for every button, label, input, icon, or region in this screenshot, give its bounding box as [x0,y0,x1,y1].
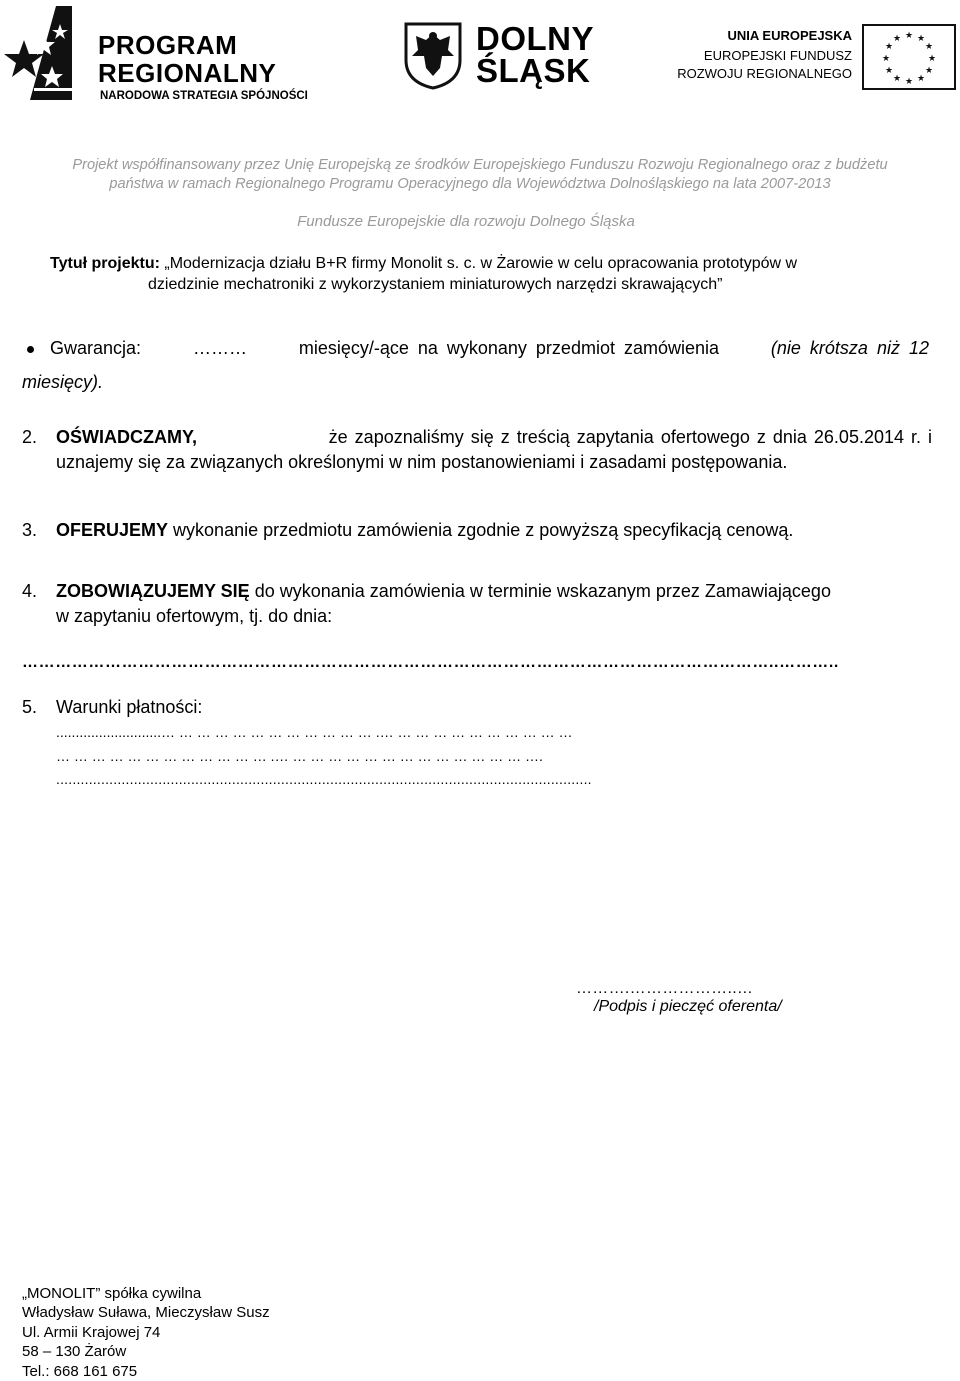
program-logo-line2: REGIONALNY [98,58,277,88]
warranty-line [50,338,929,359]
item-2-line1 [56,427,932,448]
svg-text:★: ★ [884,66,894,76]
svg-text:★: ★ [881,54,891,64]
svg-text:★: ★ [904,77,914,87]
svg-text:★: ★ [916,74,926,84]
svg-text:★: ★ [892,74,902,84]
footer-phone: Tel.: 668 161 675 [22,1362,138,1380]
payment-dots-2: … … … … … … … … … … … … .… … … … … … … … … … … … … … …. [56,748,543,764]
item-3-number: 3. [22,520,38,540]
program-regionalny-logo [4,4,334,104]
bullet-icon [27,346,34,353]
svg-text:★: ★ [924,42,934,52]
eu-logo [677,24,960,94]
eu-logo-line2: EUROPEJSKI FUNDUSZ [703,48,852,63]
dolny-slask-line1: DOLNY [476,20,594,57]
company-footer [22,1284,270,1381]
item-5-number: 5. [22,697,38,717]
warranty-dots: ……… [192,338,247,358]
item-2-number: 2. [22,427,38,447]
project-title-label: Tytuł projektu: [50,255,160,272]
funding-slogan: Fundusze Europejskie dla rozwoju Dolnego Śląska [297,213,635,230]
warranty-note-end: miesięcy). [22,372,104,392]
warranty-label: Gwarancja: [50,338,142,358]
item-4-bold: ZOBOWIĄZUJEMY SIĘ [56,581,250,601]
signature-dots: ……….………………..… [576,980,754,997]
warranty-text: miesięcy/-ące na wykonany przedmiot zamówienia [298,338,720,358]
item-5-label: Warunki płatności: [56,697,203,717]
item-4-number: 4. [22,581,38,601]
project-title-line2: dziedzinie mechatroniki z wykorzystaniem miniaturowych narzędzi skrawających” [148,276,723,293]
svg-text:★: ★ [884,42,894,52]
eu-flag-icon [862,24,956,90]
program-logo-line3: NARODOWA STRATEGIA SPÓJNOŚCI [100,90,308,102]
footer-owners: Władysław Suława, Mieczysław Susz [22,1304,270,1322]
deadline-dots: ………………………………………………………………………………………………………………………..……….. [22,654,839,671]
item-2-bold: OŚWIADCZAMY, [56,427,197,447]
footer-city: 58 – 130 Żarów [22,1343,127,1361]
eu-logo-line1: UNIA EUROPEJSKA [727,28,852,43]
svg-text:★: ★ [924,66,934,76]
item-4-line1 [56,581,831,602]
coat-of-arms-icon [404,22,462,90]
warranty-note: (nie krótsza niż 12 [770,338,929,358]
eu-logo-line3: ROZWOJU REGIONALNEGO [677,66,852,81]
svg-text:★: ★ [927,54,937,64]
dolny-slask-logo [404,22,614,92]
signature-label: /Podpis i pieczęć oferenta/ [594,998,782,1015]
svg-text:★: ★ [916,34,926,44]
funding-line-1: Projekt współfinansowany przez Unię Europejską ze środków Europejskiego Funduszu Rozwoju Regionalnego oraz z budżetu [72,157,888,173]
item-2-line2: uznajemy się za związanych określonymi w nim postanowieniami i zasadami postępowania. [56,452,788,472]
item-2-text: że zapoznaliśmy się z treścią zapytania ofertowego z dnia 26.05.2014 r. i [328,427,932,447]
project-title-block [50,255,930,273]
payment-dots-1: ...........................… … … … … … … … … … … … .… … … … … … … … … … … [56,724,573,740]
project-title-line1: „Modernizacja działu B+R firmy Monolit s. c. w Żarowie w celu opracowania prototypów w [164,255,798,272]
svg-text:★: ★ [892,34,902,44]
item-3-line1 [56,520,793,541]
item-4-text: do wykonania zamówienia w terminie wskazanym przez Zamawiającego [254,581,831,601]
svg-text:★: ★ [904,31,914,41]
payment-dots-3: ................................................................................................................................... [56,771,592,787]
footer-street: Ul. Armii Krajowej 74 [22,1323,161,1341]
item-3-text: wykonanie przedmiotu zamówienia zgodnie z powyższą specyfikacją cenową. [173,520,794,540]
dolny-slask-line2: ŚLĄSK [476,52,591,89]
program-logo-line1: PROGRAM [98,30,238,60]
funding-line-2: państwa w ramach Regionalnego Programu Operacyjnego dla Województwa Dolnośląskiego na lata 2007-2013 [109,176,831,192]
footer-company-name: „MONOLIT” spółka cywilna [22,1285,202,1302]
star-logo-icon [4,4,92,104]
item-3-bold: OFERUJEMY [56,520,169,540]
item-4-line2: w zapytaniu ofertowym, tj. do dnia: [56,606,333,626]
